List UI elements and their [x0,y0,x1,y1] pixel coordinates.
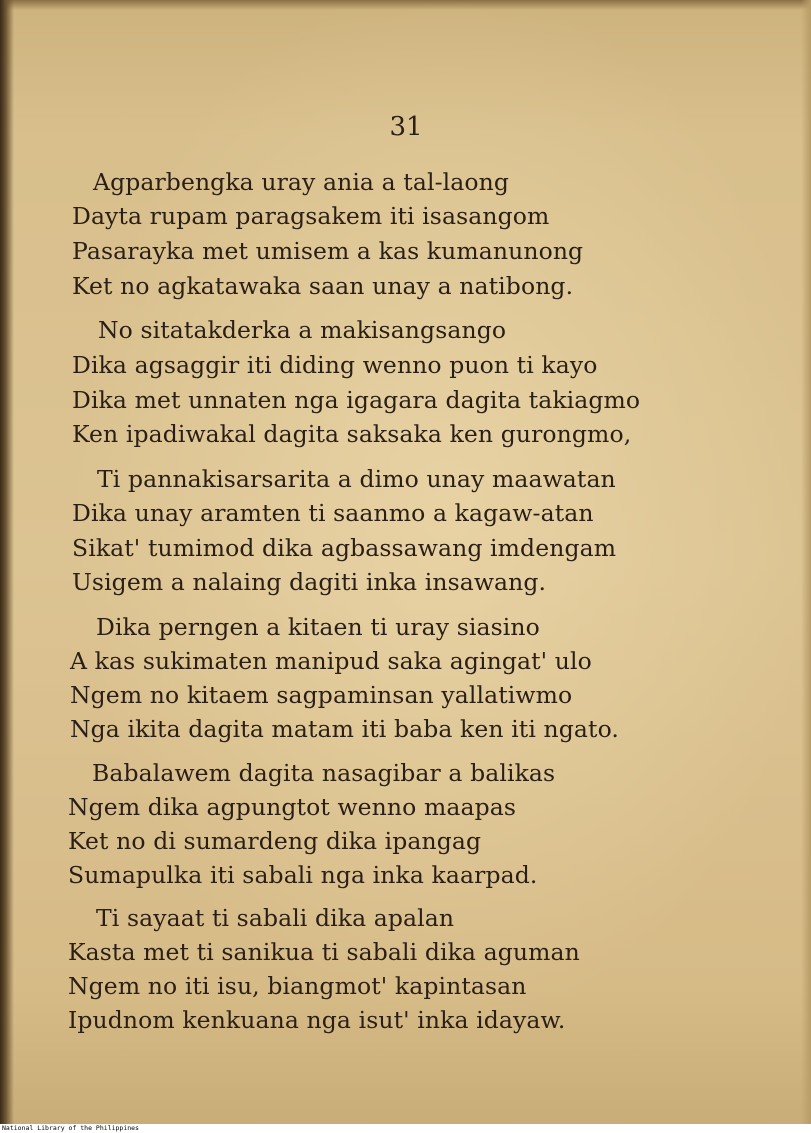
poem-line: Ngem no kitaem sagpaminsan yallatiwmo [70,681,573,709]
poem-line: Dika unay aramten ti saanmo a kagaw-atan [72,499,594,527]
scan-footer [0,1124,811,1133]
poem-line: Dika agsaggir iti diding wenno puon ti kayo [72,351,598,379]
poem-line: Sikat' tumimod dika agbassawang imdengam [72,534,617,562]
poem-line: Nga ikita dagita matam iti baba ken iti ngato. [70,715,619,743]
poem-line: Dayta rupam paragsakem iti isasangom [72,202,550,230]
poem-line: Sumapulka iti sabali nga inka kaarpad. [68,861,538,889]
poem-line: Dika met unnaten nga igagara dagita takiagmo [72,386,641,414]
poem-line: A kas sukimaten manipud saka agingat' ulo [70,647,592,675]
poem-line: Ngem no iti isu, biangmot' kapintasan [68,972,527,1000]
poem-line: No sitatakderka a makisangsango [98,316,507,344]
poem-line: Ket no di sumardeng dika ipangag [68,827,482,855]
poem-line: Ngem dika agpungtot wenno maapas [68,793,516,821]
library-credit: National Library of the Philippines [2,1124,139,1132]
poem-line: Dika perngen a kitaen ti uray siasino [96,613,540,641]
page-number: 31 [389,112,423,142]
poem-line: Kasta met ti sanikua ti sabali dika aguman [68,938,580,966]
poem-line: Usigem a nalaing dagiti inka insawang. [72,568,547,596]
poem-line: Pasarayka met umisem a kas kumanunong [72,237,584,265]
poem-line: Ti sayaat ti sabali dika apalan [96,904,455,932]
poem-line: Ket no agkatawaka saan unay a natibong. [72,272,574,300]
poem-line: Agparbengka uray ania a tal-laong [93,168,509,196]
poem-line: Ken ipadiwakal dagita saksaka ken gurongmo, [72,420,632,448]
poem-line: Ti pannakisarsarita a dimo unay maawatan [97,465,616,493]
poem-line: Babalawem dagita nasagibar a balikas [92,759,556,787]
poem-line: Ipudnom kenkuana nga isut' inka idayaw. [68,1006,566,1034]
